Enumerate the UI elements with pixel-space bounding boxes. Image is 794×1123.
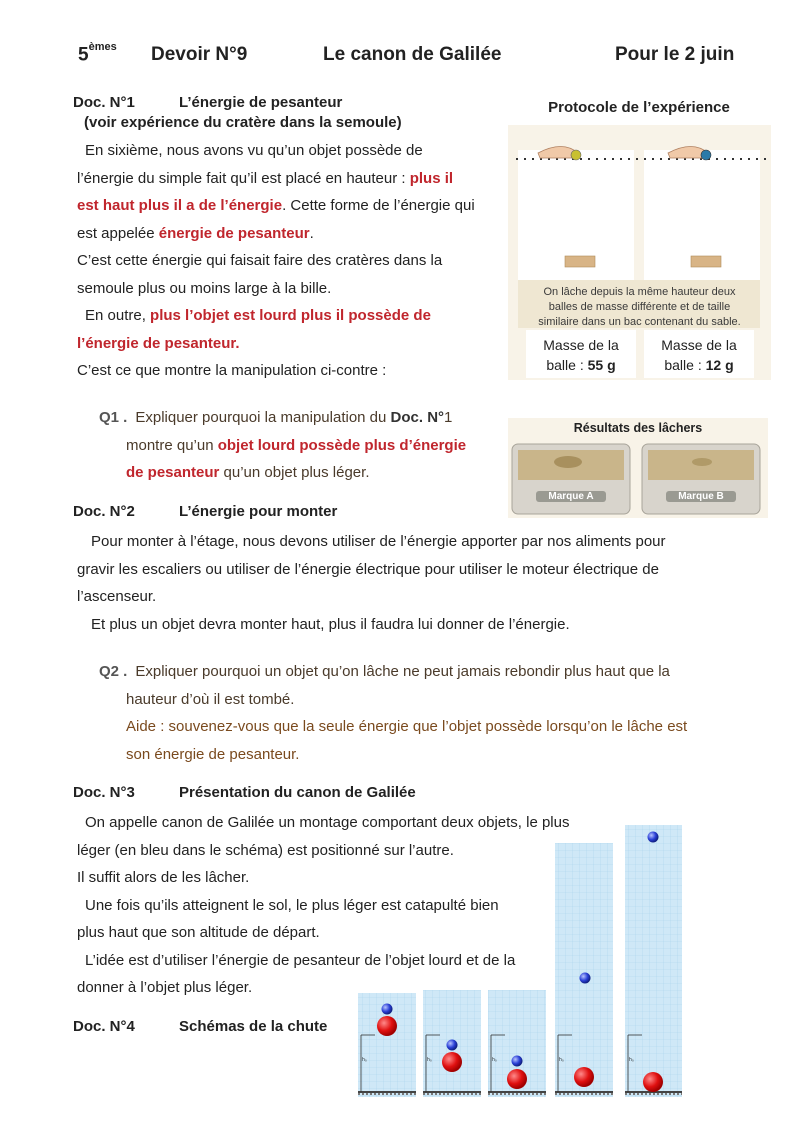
doc1-line: C’est ce que montre la manipulation ci-contre : (77, 362, 387, 379)
devoir-number: Devoir N°9 (151, 44, 248, 65)
doc3-line: léger (en bleu dans le schéma) est positionné sur l’autre. (77, 841, 454, 859)
doc1-line: En outre, plus l’objet est lourd plus il possède de (85, 307, 431, 324)
doc1-line: En sixième, nous avons vu qu’un objet possède de (85, 142, 423, 159)
doc4-number: Doc. N°4 (73, 1018, 135, 1035)
mass-a-label: Masse de la balle : 55 g (543, 337, 619, 373)
doc2-title: L’énergie pour monter (179, 503, 338, 520)
doc3-line: Une fois qu’ils atteignent le sol, le plus léger est catapulté bien (85, 896, 499, 914)
doc1-line: C’est cette énergie qui faisait faire des cratères dans la (77, 252, 443, 269)
doc1-text (77, 137, 507, 385)
doc2-line: l’ascenseur. (77, 588, 157, 605)
q1-line: montre qu’un objet lourd possède plus d’énergie (126, 436, 467, 454)
doc1-heading (73, 94, 493, 111)
results-title: Résultats des lâchers (573, 421, 703, 435)
q2-number: Q2 . (99, 663, 128, 680)
doc4-heading (73, 1018, 373, 1035)
doc3-line: On appelle canon de Galilée un montage comportant deux objets, le plus (85, 814, 570, 831)
doc1-line: l’énergie du simple fait qu’il est placé en hauteur : plus il (77, 169, 454, 187)
doc3-number: Doc. N°3 (73, 784, 135, 801)
doc2-line: Pour monter à l’étage, nous devons utiliser de l’énergie apporter par nos aliments pour (91, 533, 666, 550)
doc2-line: gravir les escaliers ou utiliser de l’énergie électrique pour utiliser le moteur électrique de (77, 560, 659, 578)
grade-label: 5èmes (78, 41, 117, 66)
doc3-title: Présentation du canon de Galilée (179, 784, 416, 801)
protocol-caption: On lâche depuis la même hauteur deux balles de masse différente et de taille similaire dans un bac contenant du sable. (538, 286, 741, 328)
height-label: h₀ (492, 1057, 497, 1063)
question-1 (99, 404, 509, 487)
doc3-heading (73, 784, 493, 801)
q2-line: Q2 . Expliquer pourquoi un objet qu’on lâche ne peut jamais rebondir plus haut que la (99, 663, 670, 680)
galileo-cannon-diagram (355, 822, 685, 1102)
doc1-line: est haut plus il a de l’énergie. Cette forme de l’énergie qui (77, 197, 475, 214)
doc1-line: semoule plus ou moins large à la bille. (77, 279, 332, 297)
mass-b-label: Masse de la balle : 12 g (661, 337, 737, 373)
doc2-text (77, 528, 777, 638)
doc2-number: Doc. N°2 (73, 503, 135, 520)
doc1-number: Doc. N°1 (73, 94, 135, 111)
question-2 (99, 658, 759, 768)
fall-panel-2 (423, 990, 481, 1097)
height-label: h₀ (427, 1057, 432, 1063)
doc1-subtitle: (voir expérience du cratère dans la semoule) (84, 114, 402, 131)
fall-panel-3 (488, 990, 546, 1097)
doc4-title: Schémas de la chute (179, 1018, 328, 1035)
due-date: Pour le 2 juin (615, 44, 735, 65)
protocol-title: Protocole de l’expérience (548, 99, 730, 116)
q2-hint: Aide : souvenez-vous que la seule énergie que l’objet possède lorsqu’on le lâche est (126, 718, 688, 735)
doc3-line: donner à l’objet plus léger. (77, 979, 253, 996)
fall-panel-1 (358, 993, 416, 1097)
height-label: h₀ (362, 1057, 367, 1063)
doc2-heading (73, 503, 493, 520)
height-label: h₀ (559, 1057, 564, 1063)
doc1-line: est appelée énergie de pesanteur. (77, 224, 314, 242)
page-title: Le canon de Galilée (323, 44, 502, 65)
doc3-line: plus haut que son altitude de départ. (77, 924, 320, 941)
height-label: h₀ (629, 1057, 634, 1063)
doc1-line: l’énergie de pesanteur. (77, 334, 240, 352)
doc3-line: L’idée est d’utiliser l’énergie de pesanteur de l’objet lourd et de la (85, 951, 516, 969)
results-illustration (508, 440, 768, 518)
q1-line: de pesanteur qu’un objet plus léger. (126, 464, 370, 481)
doc2-line: Et plus un objet devra monter haut, plus il faudra lui donner de l’énergie. (91, 615, 570, 633)
mark-a-label: Marque A (536, 491, 606, 502)
q2-line: hauteur d’où il est tombé. (126, 690, 295, 708)
q1-number: Q1 . (99, 409, 128, 426)
results-figure (508, 418, 768, 518)
doc3-line: Il suffit alors de les lâcher. (77, 869, 250, 886)
mark-b-label: Marque B (666, 491, 736, 502)
q1-line: Q1 . Expliquer pourquoi la manipulation du Doc. N°1 (99, 409, 453, 426)
protocol-figure (508, 125, 771, 380)
doc1-title: L’énergie de pesanteur (179, 94, 343, 111)
q2-hint: son énergie de pesanteur. (126, 745, 300, 763)
